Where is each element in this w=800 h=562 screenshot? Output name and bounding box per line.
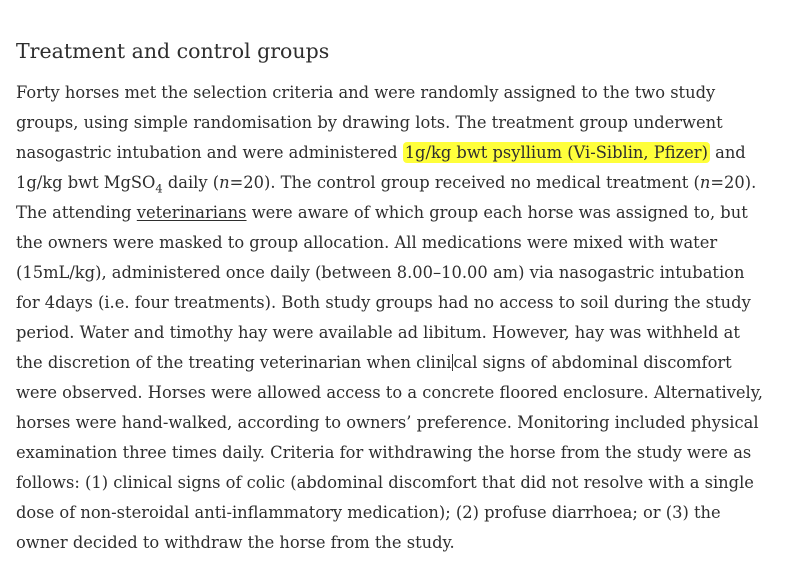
- text-line: were observed. Horses were allowed access to a concrete floored enclosure. Alternatively,: [16, 383, 763, 402]
- text-line: (15mL/kg), administered once daily (between 8.00–10.00 am) via nasogastric intubation: [16, 263, 745, 282]
- text-line: dose of non-steroidal anti-inflammatory medication); (2) profuse diarrhoea; or (3) the: [16, 503, 721, 522]
- text-line: the owners were masked to group allocation. All medications were mixed with water: [16, 233, 718, 252]
- text-line: owner decided to withdraw the horse from the study.: [16, 533, 455, 552]
- text-segment: =20). The control group received no medical treatment (: [229, 173, 700, 192]
- text-segment: 1g/kg bwt MgSO: [16, 173, 156, 192]
- subscript: 4: [155, 181, 163, 196]
- text-segment: The attending: [16, 203, 137, 222]
- text-line: horses were hand-walked, according to owners’ preference. Monitoring included physical: [16, 413, 759, 432]
- italic-n: n: [219, 173, 230, 192]
- text-segment: daily (: [162, 173, 220, 192]
- text-line: Forty horses met the selection criteria and were randomly assigned to the two study: [16, 83, 716, 102]
- veterinarians-link[interactable]: veterinarians: [136, 203, 247, 222]
- italic-n: n: [699, 173, 711, 192]
- text-segment: the discretion of the treating veterinarian when clini: [16, 353, 452, 372]
- text-line: for 4days (i.e. four treatments). Both study groups had no access to soil during the study: [16, 293, 751, 312]
- text-line: [16, 348, 786, 378]
- highlighted-text[interactable]: 1g/kg bwt psyllium (Vi-Siblin, Pfizer): [404, 143, 708, 162]
- text-line: [16, 138, 786, 168]
- text-segment: and: [709, 143, 746, 162]
- article-section: [16, 34, 786, 558]
- text-segment: cal signs of abdominal discomfort: [453, 353, 732, 372]
- text-line: groups, using simple randomisation by drawing lots. The treatment group underwent: [16, 113, 723, 132]
- text-segment: =20).: [710, 173, 757, 192]
- text-line: follows: (1) clinical signs of colic (abdominal discomfort that did not resolve with a single: [16, 473, 754, 492]
- text-segment: nasogastric intubation and were administered: [16, 143, 403, 162]
- text-line: [16, 198, 786, 228]
- section-heading: Treatment and control groups: [16, 39, 330, 63]
- text-segment: were aware of which group each horse was assigned to, but: [246, 203, 748, 222]
- text-line: period. Water and timothy hay were available ad libitum. However, hay was withheld at: [16, 323, 740, 342]
- text-line: examination three times daily. Criteria for withdrawing the horse from the study were as: [16, 443, 752, 462]
- body-paragraph: [16, 78, 786, 558]
- text-line: [16, 168, 786, 198]
